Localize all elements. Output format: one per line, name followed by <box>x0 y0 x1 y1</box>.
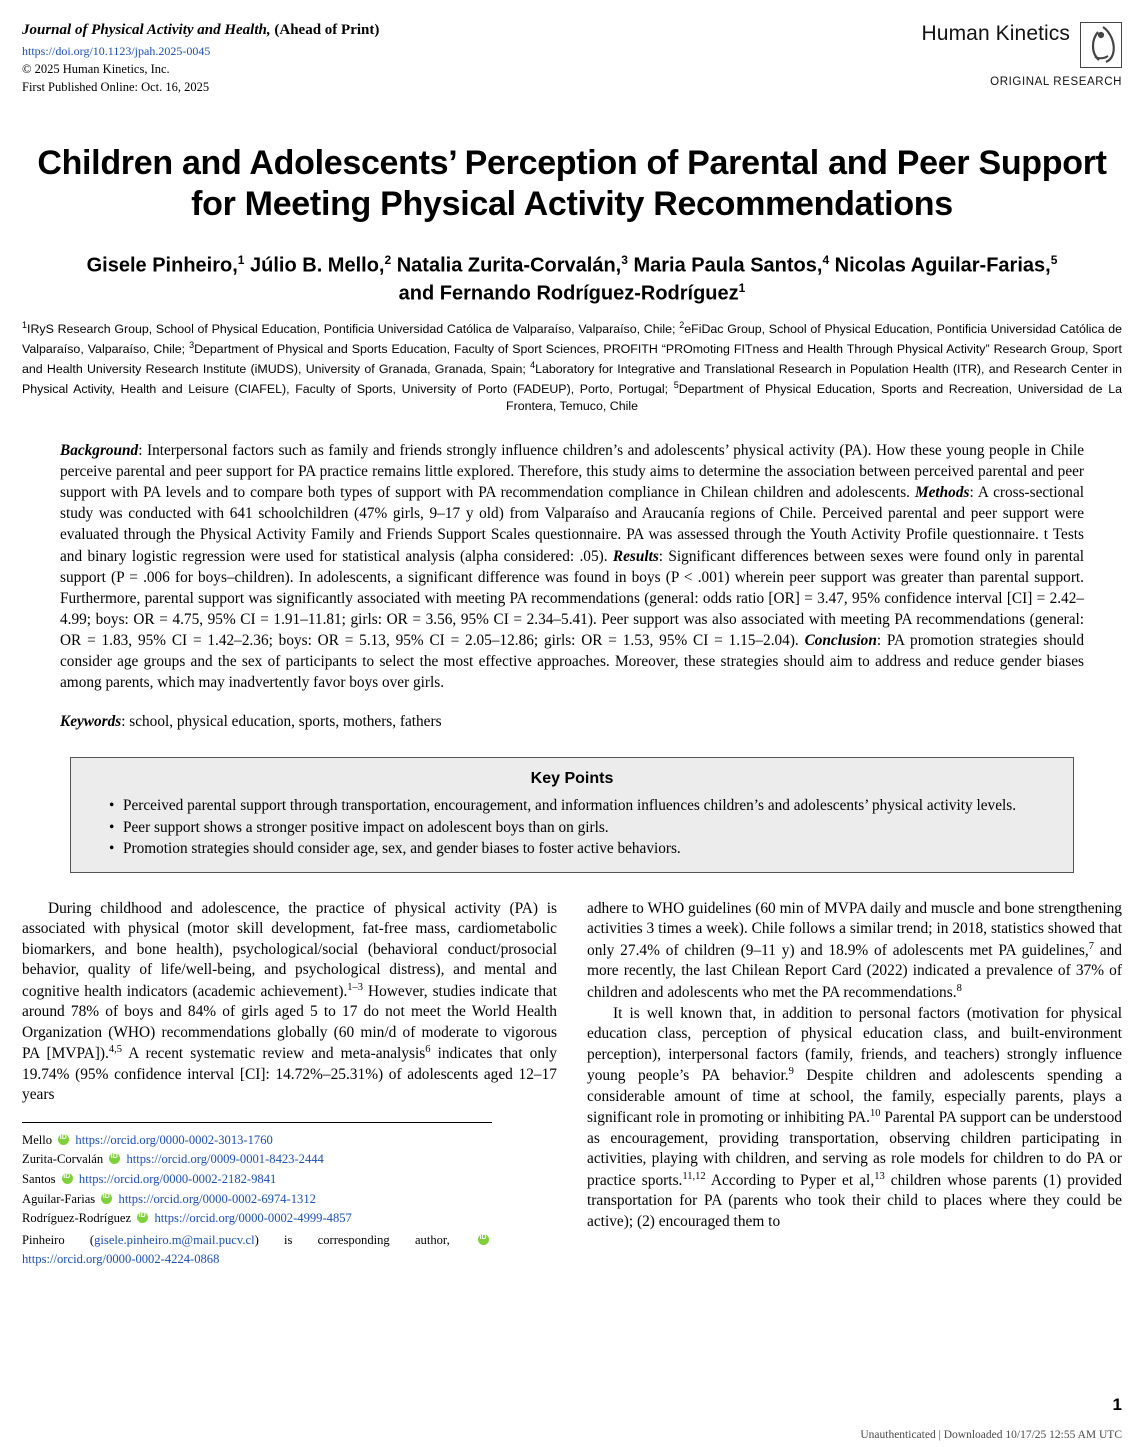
orcid-link[interactable]: https://orcid.org/0000-0002-4999-4857 <box>154 1211 352 1226</box>
abstract-methods-label: Methods <box>915 484 970 502</box>
abstract-results-text: : Significant differences between sexes were found only in parental support (P = .006 for boys–children). In adolescents, a significant difference was found in boys (P < .001) wherein peer support was greater than parental support. Furthermore, parental support was significantly associated with meeting PA recommendations (general: odds ratio [OR] = 3.47, 95% confidence interval [CI] = 2.42–4.99; boys: OR = 4.75, 95% CI = 1.91–11.81; girls: OR = 3.56, 95% CI = 2.34–5.41). Peer support was also associated with meeting PA recommendations (general: OR = 1.83, 95% CI = 1.42–2.36; boys: OR = 5.13, 95% CI = 2.05–12.86; girls: OR = 1.53, 95% CI = 1.15–2.04). <box>60 547 1084 649</box>
corresponding-orcid-link[interactable]: https://orcid.org/0000-0002-4224-0868 <box>22 1252 220 1267</box>
human-kinetics-logo-icon <box>1080 22 1122 68</box>
masthead <box>22 20 1122 97</box>
corr-text-before: ( <box>64 1232 95 1247</box>
key-points-list <box>87 796 1057 859</box>
abstract <box>60 440 1084 693</box>
body-column-left <box>22 899 557 1270</box>
corresponding-author-row <box>22 1231 492 1270</box>
abstract-background-text: : Interpersonal factors such as family and friends strongly influence children’s and adolescents’ physical activity (PA). How these young people in Chile perceive parental and peer support for PA practice remains little explored. Therefore, this study aims to determine the association between perceived parental and peer support with PA levels and to compare both types of support with PA recommendation compliance in Chilean children and adolescents. <box>60 442 1084 502</box>
abstract-results-label: Results <box>612 547 659 565</box>
journal-title: Journal of Physical Activity and Health, <box>22 22 271 38</box>
masthead-left <box>22 20 379 97</box>
orcid-author-name: Rodríguez-Rodríguez <box>22 1211 132 1226</box>
paragraph: During childhood and adolescence, the practice of physical activity (PA) is associated with physical (motor skill development, fat-free mass, cardiometabolic biomarkers, and bone health), psychological/social (behavioral conduct/prosocial behavior, quality of life/well-being, and psychological distress), and mental and cognitive health indicators (academic achievement).$^{1-3}$ However, studies indicate that around 78% of boys and 84% of girls aged 5 to 17 do not meet the World Health Organization (WHO) recommendations globally (60 min/d of moderate to vigorous PA [MVPA]).$^{4,5}$ A recent systematic review and meta-analysis$^6$ indicates that only 19.74% (95% confidence interval [CI]: 14.72%–25.31%) of adolescents aged 12–17 years <box>22 899 557 1104</box>
author-line-1: Gisele Pinheiro,$^1$ Júlio B. Mello,$^2$ Natalia Zurita-Corvalán,$^3$ Maria Paula Santos,$^4$ Nicolas Aguilar-Farias,$^5$ <box>86 252 1058 277</box>
key-points-heading: Key Points <box>530 770 614 788</box>
corresponding-author-email[interactable]: gisele.pinheiro.m@mail.pucv.cl <box>94 1232 255 1247</box>
orcid-icon <box>478 1234 489 1245</box>
doi-link[interactable]: https://doi.org/10.1123/jpah.2025-0045 <box>22 44 211 59</box>
orcid-row <box>22 1131 492 1151</box>
affiliations: $^1$IRyS Research Group, School of Physical Education, Pontificia Universidad Católica de Valparaíso, Valparaíso, Chile; $^2$eFiDac Group, School of Physical Education, Pontificia Universidad Católica de Valparaíso, Valparaíso, Chile; $^3$Department of Physical and Sports Education, Faculty of Sport Sciences, PROFITH “PROmoting FITness and Health Through Physical Activity” Research Group, Sport and Health University Research Institute (iMUDS), University of Granada, Granada, Spain; $^4$Laboratory for Integrative and Translational Research in Population Health (ITR), and Research Center in Physical Activity, Health and Leisure (CIAFEL), Faculty of Sports, University of Porto (FADEUP), Porto, Portugal; $^5$Department of Physical Education, Sports and Recreation, Universidad de La Frontera, Temuco, Chile <box>22 320 1123 414</box>
list-item: • Peer support shows a stronger positive impact on adolescent boys than on girls. <box>109 818 1057 838</box>
page-content <box>22 20 1122 1270</box>
orcid-icon <box>58 1134 69 1145</box>
masthead-right <box>922 20 1122 88</box>
copyright-text: © 2025 Human Kinetics, Inc. <box>22 62 170 77</box>
author-list <box>22 252 1122 308</box>
corr-text-after: ) is corresponding author, <box>254 1232 475 1247</box>
page-title: Children and Adolescents’ Perception of Parental and Peer Support for Meeting Physical Activity Recommendations <box>37 143 1107 224</box>
orcid-author-name: Santos <box>22 1172 56 1186</box>
abstract-background-label: Background <box>60 442 139 459</box>
orcid-icon <box>62 1173 73 1184</box>
orcid-link[interactable]: https://orcid.org/0000-0002-2182-9841 <box>78 1172 277 1186</box>
article-type-label: ORIGINAL RESEARCH <box>990 76 1122 88</box>
orcid-footnote-block <box>22 1122 492 1270</box>
orcid-link[interactable]: https://orcid.org/0000-0002-3013-1760 <box>75 1132 273 1147</box>
publisher-name: Human Kinetics <box>921 22 1070 45</box>
abstract-methods-text: : A cross-sectional study was conducted with 641 schoolchildren (47% girls, 9–17 y old) from Valparaíso and Araucanía regions of Chile. Perceived parental and peer support were evaluated through the Physical Activity Family and Friends Support Scales questionnaire. PA was assessed through the Youth Activity Profile questionnaire. t Tests and binary logistic regression were used for statistical analysis (alpha considered: .05). <box>60 484 1084 565</box>
keywords <box>60 713 1084 731</box>
list-item: • Promotion strategies should consider age, sex, and gender biases to foster active behaviors. <box>109 839 1057 859</box>
orcid-row <box>22 1190 492 1210</box>
orcid-row <box>22 1150 492 1170</box>
corresponding-author-name: Pinheiro <box>22 1232 65 1247</box>
orcid-icon <box>101 1193 112 1204</box>
orcid-author-name: Mello <box>22 1132 53 1147</box>
orcid-row <box>22 1170 492 1190</box>
orcid-row <box>22 1209 492 1229</box>
keywords-text: : school, physical education, sports, mothers, fathers <box>121 713 442 731</box>
orcid-author-name: Aguilar-Farias <box>22 1191 96 1206</box>
paragraph: It is well known that, in addition to personal factors (motivation for physical education class, perception of physical education class, and built-environment perception), interpersonal factors (family, friends, and teachers) strongly influence young people’s PA behavior.$^9$ Despite children and adolescents spending a considerable amount of time at school, the family, especially parents, plays a significant role in promoting or inhibiting PA.$^{10}$ Parental PA support can be understood as encouragement, providing transportation, observing children participating in activities, playing with children, and serving as role models for children to do PA or practice sports.$^{11,12}$ According to Pyper et al,$^{13}$ children whose parents (1) provided transportation for PA (parents who took their child to places where they could be active); (2) encouraged them to <box>587 1004 1122 1230</box>
list-item: • Perceived parental support through transportation, encouragement, and information influences children’s and adolescents’ physical activity levels. <box>109 796 1057 816</box>
publisher-block <box>922 22 1122 68</box>
orcid-link[interactable]: https://orcid.org/0000-0002-6974-1312 <box>118 1191 316 1206</box>
abstract-conclusion-text: : PA promotion strategies should consider age groups and the sex of participants to select the most effective approaches. Moreover, these strategies should aim to address and reduce gender biases among parents, which may inadvertently favor boys over girls. <box>60 631 1084 692</box>
orcid-author-name: Zurita-Corvalán <box>22 1152 104 1167</box>
page-number: 1 <box>1112 1395 1122 1414</box>
orcid-icon <box>109 1153 120 1164</box>
paragraph: adhere to WHO guidelines (60 min of MVPA daily and muscle and bone strengthening activities 3 times a week). Chile follows a similar trend; in 2018, statistics showed that only 27.4% of children (9–11 y) and 18.9% of adolescents met PA guidelines,$^7$ and more recently, the last Chilean Report Card (2022) indicated a prevalence of 37% of children and adolescents who met the PA recommendations.$^8$ <box>587 899 1122 1002</box>
ahead-of-print-label: (Ahead of Print) <box>274 22 380 38</box>
first-published-text: First Published Online: Oct. 16, 2025 <box>22 80 210 95</box>
body-columns <box>22 899 1122 1270</box>
abstract-conclusion-label: Conclusion <box>804 631 877 649</box>
orcid-icon <box>137 1212 148 1223</box>
journal-title-line <box>22 20 379 41</box>
author-line-2: and Fernando Rodríguez-Rodríguez$^1$ <box>398 280 746 305</box>
download-note: Unauthenticated | Downloaded 10/17/25 12:55 AM UTC <box>860 1429 1122 1441</box>
keywords-label: Keywords <box>60 713 122 731</box>
key-points-box <box>70 757 1074 873</box>
orcid-link[interactable]: https://orcid.org/0009-0001-8423-2444 <box>126 1152 324 1167</box>
body-column-right <box>587 899 1122 1270</box>
